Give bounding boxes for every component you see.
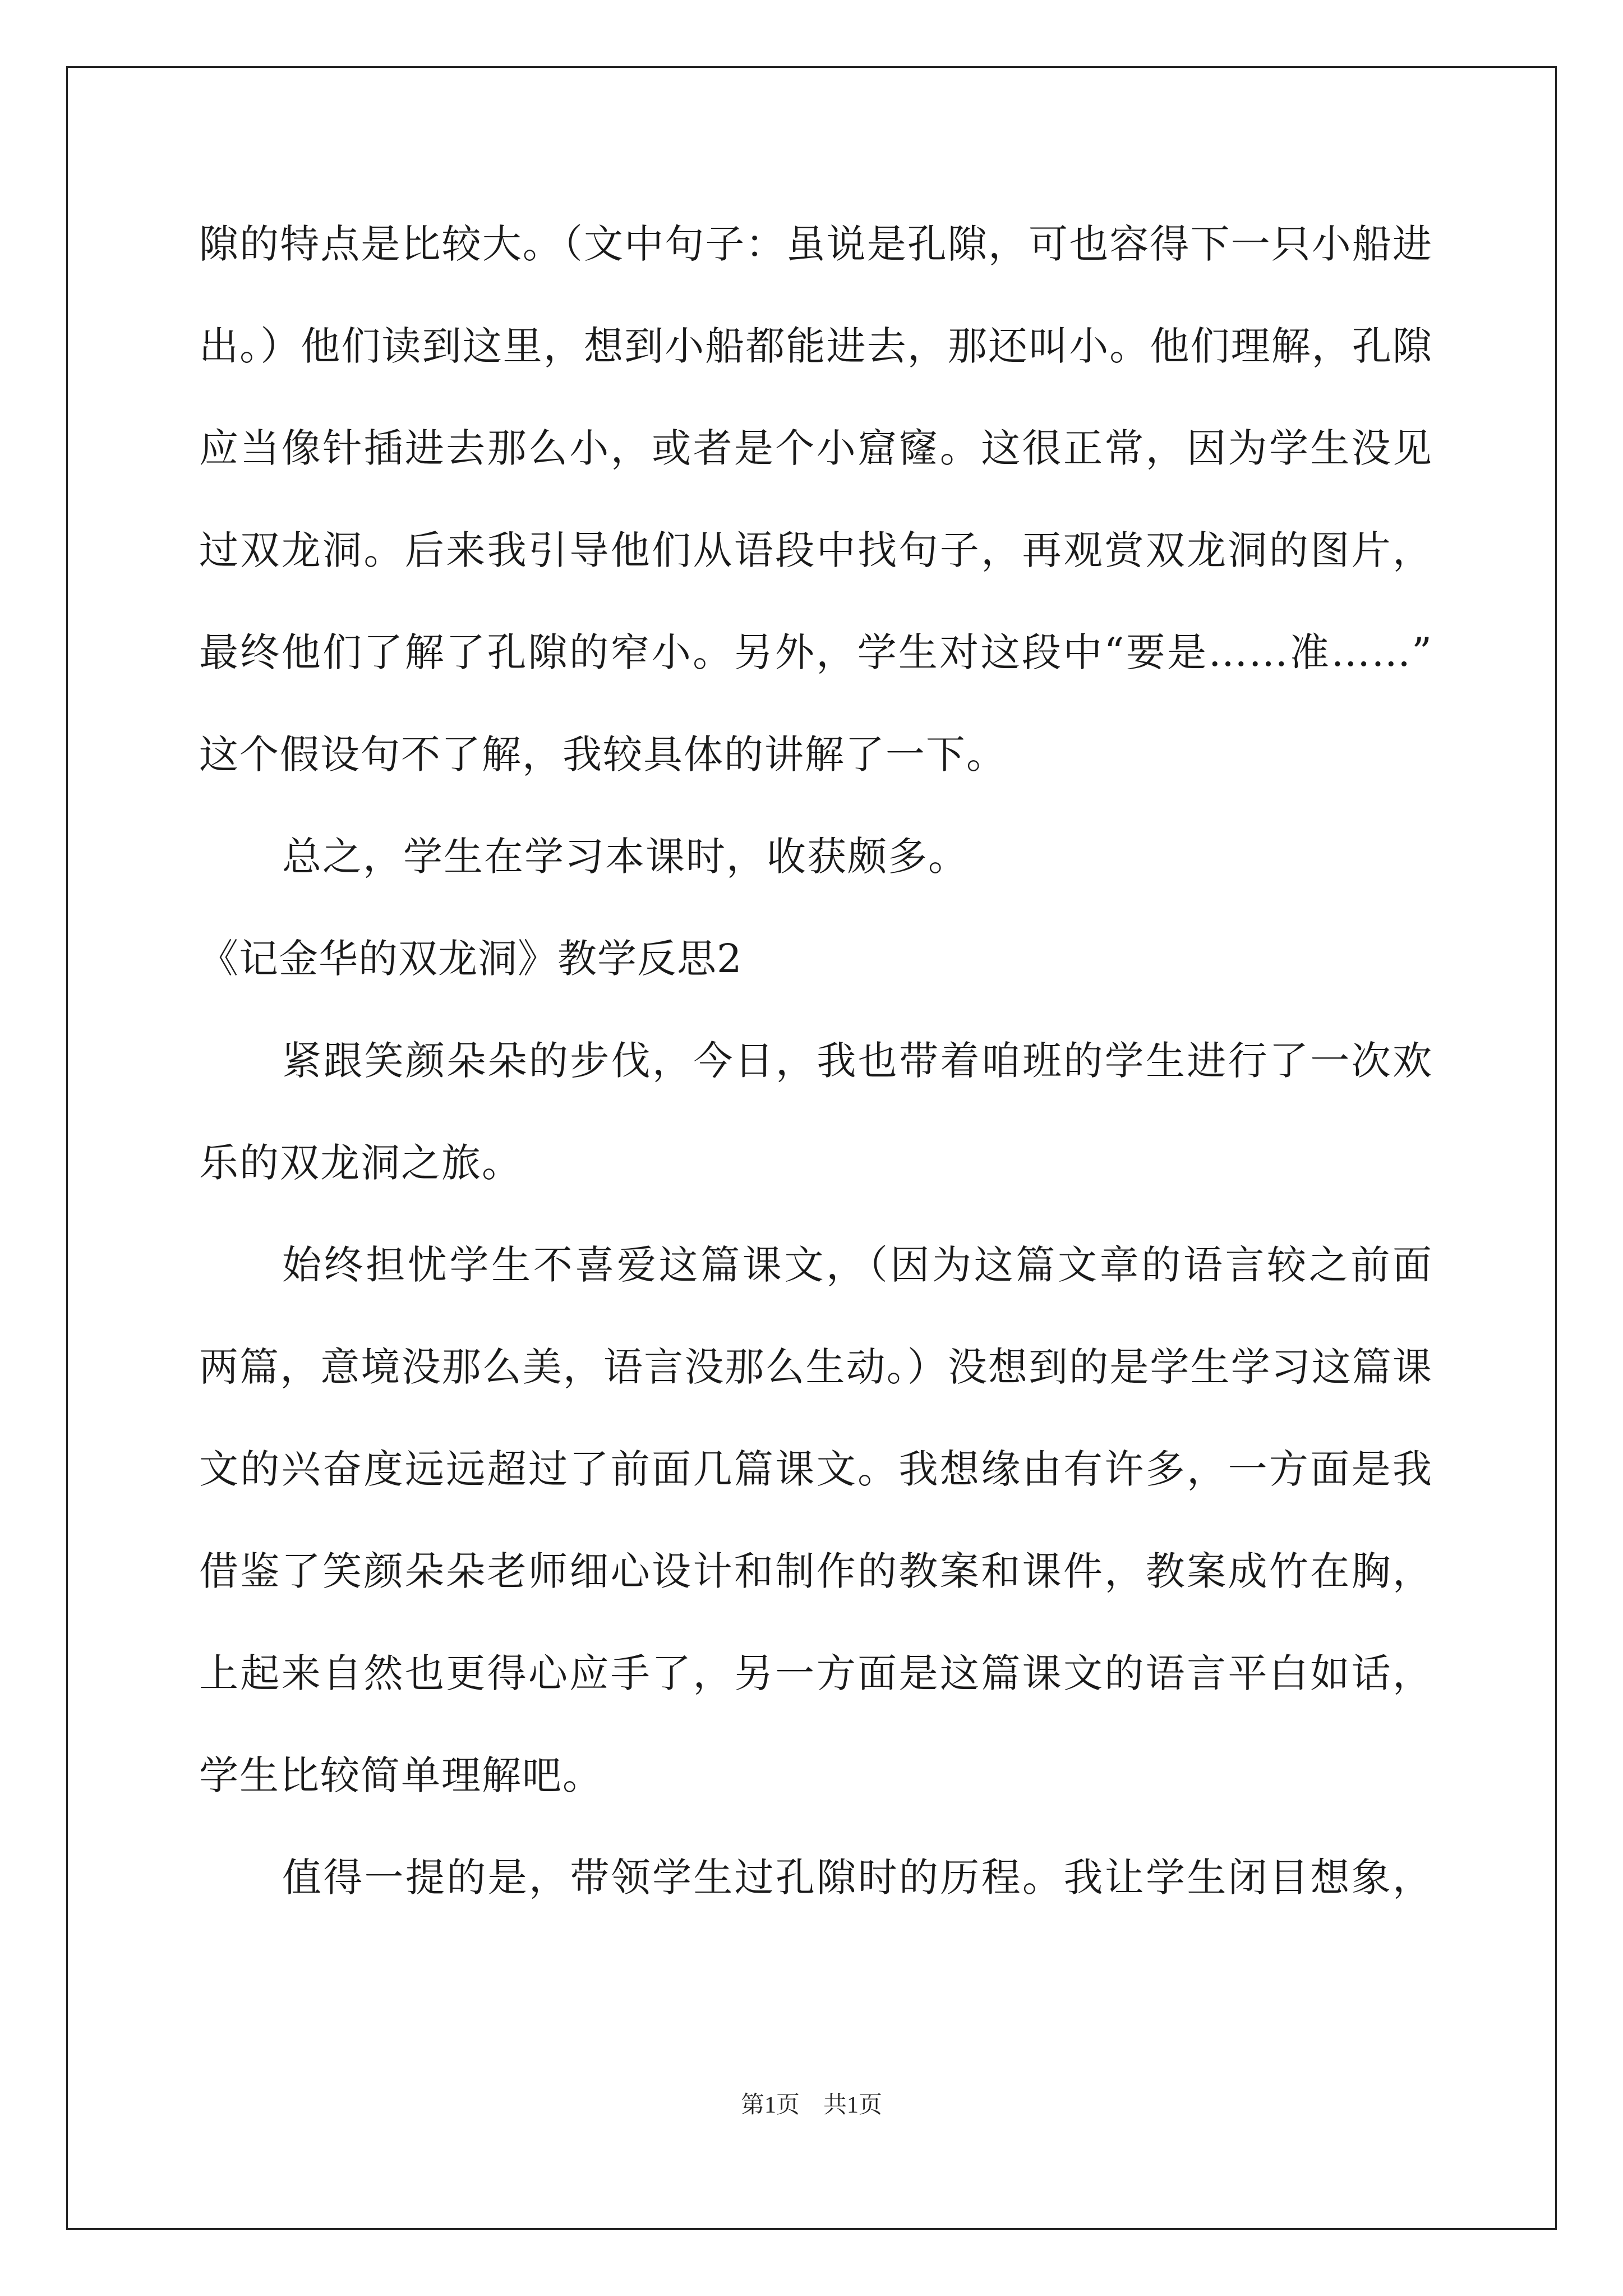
paragraph-line: 应当像针插进去那么小，或者是个小窟窿。这很正常，因为学生没见 bbox=[199, 425, 1433, 471]
paragraph-line: 最终他们了解了孔隙的窄小。另外，学生对这段中“要是……准……” bbox=[199, 629, 1433, 675]
paragraph-line: 总之，学生在学习本课时，收获颇多。 bbox=[282, 834, 969, 880]
paragraph-line: 紧跟笑颜朵朵的步伐，今日，我也带着咱班的学生进行了一次欢 bbox=[282, 1038, 1433, 1084]
paragraph-line: 值得一提的是，带领学生过孔隙时的历程。我让学生闭目想象， bbox=[282, 1855, 1433, 1901]
paragraph-line: 文的兴奋度远远超过了前面几篇课文。我想缘由有许多，一方面是我 bbox=[199, 1446, 1433, 1492]
paragraph-line: 过双龙洞。后来我引导他们从语段中找句子，再观赏双龙洞的图片， bbox=[199, 527, 1433, 573]
paragraph-line: 这个假设句不了解，我较具体的讲解了一下。 bbox=[199, 731, 1007, 777]
paragraph-line: 两篇，意境没那么美，语言没那么生动。）没想到的是学生学习这篇课 bbox=[199, 1344, 1433, 1390]
page-footer bbox=[0, 2093, 1623, 2117]
paragraph-line: 隙的特点是比较大。（文中句子：虽说是孔隙，可也容得下一只小船进 bbox=[199, 221, 1433, 267]
paragraph-line: 学生比较简单理解吧。 bbox=[199, 1752, 603, 1798]
paragraph-line: 出。）他们读到这里，想到小船都能进去，那还叫小。他们理解，孔隙 bbox=[199, 323, 1433, 369]
paragraph-line: 始终担忧学生不喜爱这篇课文，（因为这篇文章的语言较之前面 bbox=[282, 1242, 1433, 1288]
paragraph-line: 借鉴了笑颜朵朵老师细心设计和制作的教案和课件，教案成竹在胸， bbox=[199, 1548, 1433, 1594]
paragraph-line: 乐的双龙洞之旅。 bbox=[199, 1140, 522, 1186]
page-number: 第1页 共1页 bbox=[740, 2092, 882, 2118]
paragraph-line: 上起来自然也更得心应手了，另一方面是这篇课文的语言平白如话， bbox=[199, 1650, 1433, 1696]
section-heading: 《记金华的双龙洞》教学反思2 bbox=[199, 936, 743, 982]
document-body bbox=[199, 221, 1433, 1960]
